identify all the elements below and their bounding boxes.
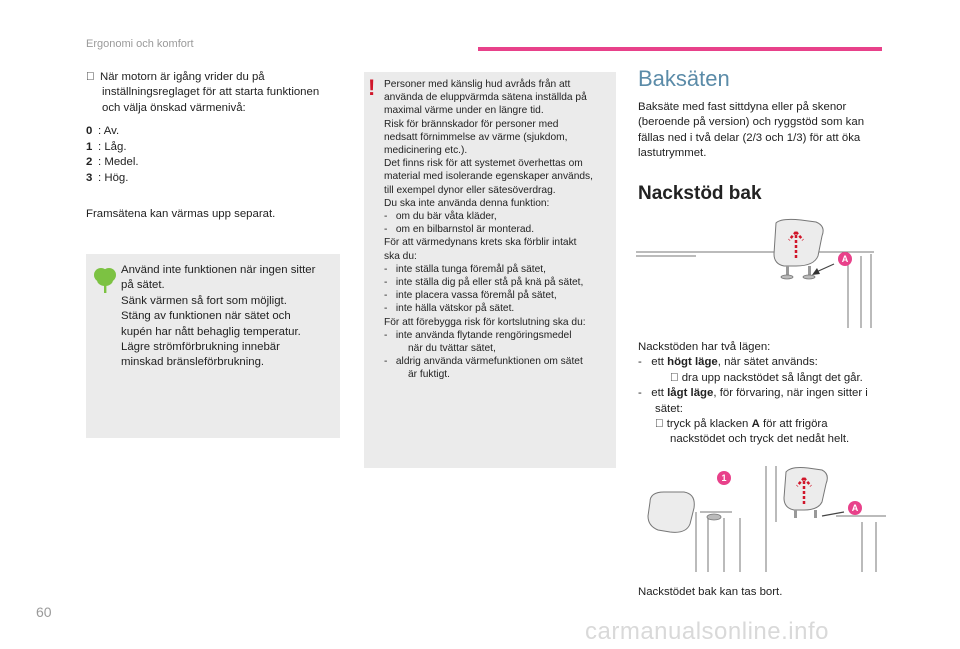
section-title: Ergonomi och komfort bbox=[86, 38, 194, 50]
headrest-figure-high bbox=[636, 218, 886, 330]
instruction bbox=[86, 70, 346, 116]
list-item: - inte använda flytande rengöringsmedel bbox=[384, 329, 572, 341]
warning-box bbox=[364, 72, 616, 468]
removable-note: Nackstödet bak kan tas bort. bbox=[638, 586, 783, 598]
separate-note: Framsätena kan värmas upp separat. bbox=[86, 208, 276, 220]
section-heading: Baksäten bbox=[638, 66, 730, 91]
list-item: - om du bär våta kläder, bbox=[384, 211, 497, 223]
bullet-icon bbox=[86, 70, 100, 85]
list-item: - inte ställa tunga föremål på sätet, bbox=[384, 263, 546, 275]
page-number: 60 bbox=[36, 604, 52, 620]
callout-a: A bbox=[838, 252, 852, 266]
warning-text: Personer med känslig hud avråds från att använda de eluppvärmda sätena inställda på maximal värme under en längre tid. Risk för brännskador för personer med nedsatt förnimmelse av värme (sjukdom, medicinering etc.). Det finns risk för att systemet överhettas om material med isolerande egenskaper används, till exempel dynor eller sätesöverdrag. Du ska inte använda denna funktion: - om du bär våta kläder, - om en bilbarnstol är monterad. För att värmedynans krets ska förblir intakt ska du: - inte ställa tunga föremål på sätet, - inte ställa dig på eller stå på knä på sätet, - inte placera vassa föremål på sätet, - inte hälla vätskor på sätet. För att förebygga risk för kortslutning ska du: - inte använda flytande rengöringsmedel när du tvättar sätet, - aldrig använda värmefunktionen om sätet är fuktigt. bbox=[384, 78, 614, 382]
list-item: - om en bilbarnstol är monterad. bbox=[384, 224, 535, 236]
header-accent-bar bbox=[478, 47, 882, 51]
level-item: 3 : Hög. bbox=[86, 171, 129, 184]
callout-1: 1 bbox=[717, 471, 731, 485]
list-item: - inte hälla vätskor på sätet. bbox=[384, 303, 515, 315]
subsection-heading: Nackstöd bak bbox=[638, 183, 762, 204]
list-item: - inte placera vassa föremål på sätet, bbox=[384, 290, 557, 302]
heat-levels bbox=[86, 124, 139, 186]
callout-a: A bbox=[848, 501, 862, 515]
instruction-line: och välja önskad värmenivå: bbox=[102, 101, 246, 114]
bullet-icon bbox=[670, 372, 679, 384]
eco-leaf-icon bbox=[94, 266, 116, 294]
instruction-line: När motorn är igång vrider du på bbox=[100, 71, 265, 83]
level-item: 2 : Medel. bbox=[86, 156, 139, 169]
headrest-figure-remove bbox=[636, 462, 886, 572]
intro-text: Baksäte med fast sittdyna eller på skenor (beroende på version) och ryggstöd som kan fällas ned i två delar (2/3 och 1/3) för att öka lastutrymmet. bbox=[638, 101, 865, 160]
warning-icon: ! bbox=[368, 75, 376, 100]
list-item: - inte ställa dig på eller stå på knä på sätet, bbox=[384, 277, 584, 289]
watermark: carmanualsonline.info bbox=[585, 618, 829, 645]
level-item: 0 : Av. bbox=[86, 125, 120, 137]
eco-tip-box bbox=[86, 254, 340, 438]
bullet-icon bbox=[655, 418, 664, 430]
positions-text: Nackstöden har två lägen: - ett högt läge, när sätet används: dra upp nackstödet så långt det går. - ett lågt läge, för förvaring, när ingen sitter i sätet: tryck på klacken A för att frigöra nackstödet och tryck det nedåt helt. bbox=[638, 341, 868, 446]
instruction-line: inställningsreglaget för att starta funktionen bbox=[102, 86, 320, 99]
eco-tip-text: Använd inte funktionen när ingen sitter på sätet. Sänk värmen så fort som möjligt. Stäng av funktionen när sätet och kupén har nått behaglig temperatur. Lägre strömförbrukning innebär minskad bränsleförbrukning. bbox=[121, 264, 316, 369]
level-item: 1 : Låg. bbox=[86, 140, 127, 153]
list-item: - aldrig använda värmefunktionen om sätet bbox=[384, 356, 583, 368]
